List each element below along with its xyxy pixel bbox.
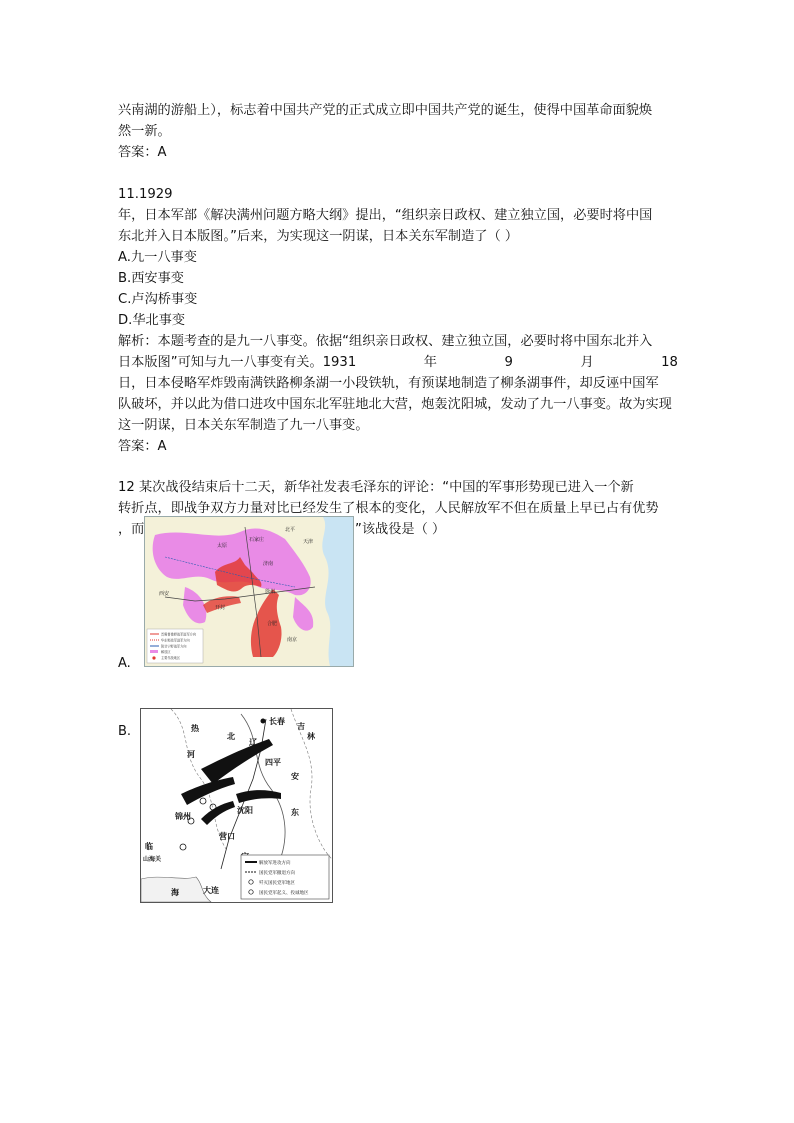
q11-option-d: D.华北事变 — [118, 313, 186, 328]
place-label: 长春 — [269, 717, 285, 726]
q12-stem-line-2: 转折点，即战争双方力量对比已经发生了根本的变化，人民解放军不但在质量上早已占有优势 — [118, 501, 659, 516]
place-label: 海 — [171, 888, 179, 897]
prev-analysis-line-2: 然一新。 — [118, 124, 171, 139]
city-marker — [261, 719, 266, 724]
place-label: 太原 — [217, 543, 228, 549]
place-label: 锦州 — [175, 812, 191, 821]
prev-analysis-line-1: 兴南湖的游船上），标志着中国共产党的正式成立即中国共产党的诞生，使得中国革命面貌焕 — [118, 103, 653, 118]
place-label: 北平 — [285, 527, 296, 533]
legend-label: 国民党军撤退方向 — [259, 871, 295, 876]
prev-answer: 答案：A — [118, 145, 167, 160]
place-label: 徐州 — [265, 589, 276, 595]
analysis-text-part: 18 — [661, 355, 678, 370]
place-label: 大连 — [203, 886, 219, 895]
option-a-label: A. — [118, 656, 131, 671]
q11-option-a: A.九一八事变 — [118, 250, 197, 265]
q12-stem-line-3-end: ”该战役是（ ） — [355, 522, 446, 537]
legend-label: 解放区 — [161, 650, 171, 654]
q11-option-b: B.西安事变 — [118, 271, 184, 286]
place-label: 林 — [307, 732, 315, 741]
q11-analysis-line-1: 解析：本题考查的是九一八事变。依据“组织亲日政权、建立独立国，必要时将中国东北并入 — [118, 334, 653, 349]
option-b-map — [140, 708, 333, 903]
place-label: 热 — [191, 724, 199, 733]
liaoshen-map-graphic — [141, 709, 332, 902]
q11-analysis-line-4: 队破坏，并以此为借口进攻中国东北军驻地北大营，炮轰沈阳城，发动了九一八事变。故为实现 — [118, 397, 672, 412]
q11-option-c: C.卢沟桥事变 — [118, 292, 198, 307]
place-label: 河 — [187, 750, 195, 759]
q12-stem-line-3-start: ，而 — [118, 522, 145, 537]
place-label: 济南 — [263, 561, 274, 567]
place-label: 辽 — [249, 738, 257, 747]
legend-label: 国民党军起义、投诚地区 — [259, 891, 309, 896]
place-label: 北 — [227, 732, 235, 741]
huaihai-map-graphic — [145, 517, 353, 666]
place-label: 天津 — [303, 539, 314, 545]
analysis-text-part: 月 — [580, 355, 594, 370]
place-label: 石家庄 — [249, 537, 265, 543]
option-b-label: B. — [118, 724, 132, 739]
analysis-text-part: 日本版图”可知与九一八事变有关。1931 — [118, 355, 357, 370]
legend-swatch — [150, 650, 158, 653]
analysis-text-part: 9 — [504, 355, 513, 370]
legend-label: 解放军进攻方向 — [259, 861, 291, 866]
place-label: 山海关 — [143, 856, 162, 863]
place-label: 四平 — [265, 758, 281, 767]
legend-label: 陕甘宁野战军方向 — [161, 644, 187, 649]
q11-stem-line-2: 东北并入日本版图。”后来，为实现这一阴谋，日本关东军制造了（ ） — [118, 229, 519, 244]
q11-answer: 答案：A — [118, 439, 167, 454]
analysis-text-part: 年 — [423, 355, 437, 370]
place-label: 临 — [145, 842, 153, 851]
q11-analysis-line-5: 这一阴谋，日本关东军制造了九一八事变。 — [118, 418, 369, 433]
q11-analysis-line-2 — [118, 352, 678, 373]
place-label: 吉 — [297, 722, 305, 731]
legend-label: 华东野战军进军方向 — [161, 638, 190, 643]
place-label: 安 — [291, 772, 299, 781]
place-label: 东 — [291, 808, 299, 817]
q11-analysis-line-3: 日，日本侵略军炸毁南满铁路柳条湖一小段铁轨，有预谋地制造了柳条湖事件，却反诬中国军 — [118, 376, 659, 391]
place-label: 沈阳 — [237, 806, 253, 815]
place-label: 合肥 — [267, 621, 278, 627]
place-label: 开封 — [215, 605, 226, 611]
q11-stem-line-1: 年，日本军部《解决满州问题方略大纲》提出，“组织亲日政权、建立独立国，必要时将中国 — [118, 208, 653, 223]
legend-label: 歼灭国民党军地区 — [259, 881, 295, 886]
q11-number: 11.1929 — [118, 187, 173, 202]
place-label: 西安 — [159, 591, 170, 597]
place-label: 南京 — [287, 637, 298, 643]
q12-stem-line-1: 12 某次战役结束后十二天，新华社发表毛泽东的评论：“中国的军事形势现已进入一个新 — [118, 480, 634, 495]
legend-swatch — [152, 656, 155, 659]
place-label: 营口 — [219, 832, 235, 841]
option-a-map — [144, 516, 354, 667]
legend-label: 晋冀鲁豫野战军进军方向 — [161, 632, 197, 637]
legend-label: 主要作战地区 — [161, 656, 181, 660]
